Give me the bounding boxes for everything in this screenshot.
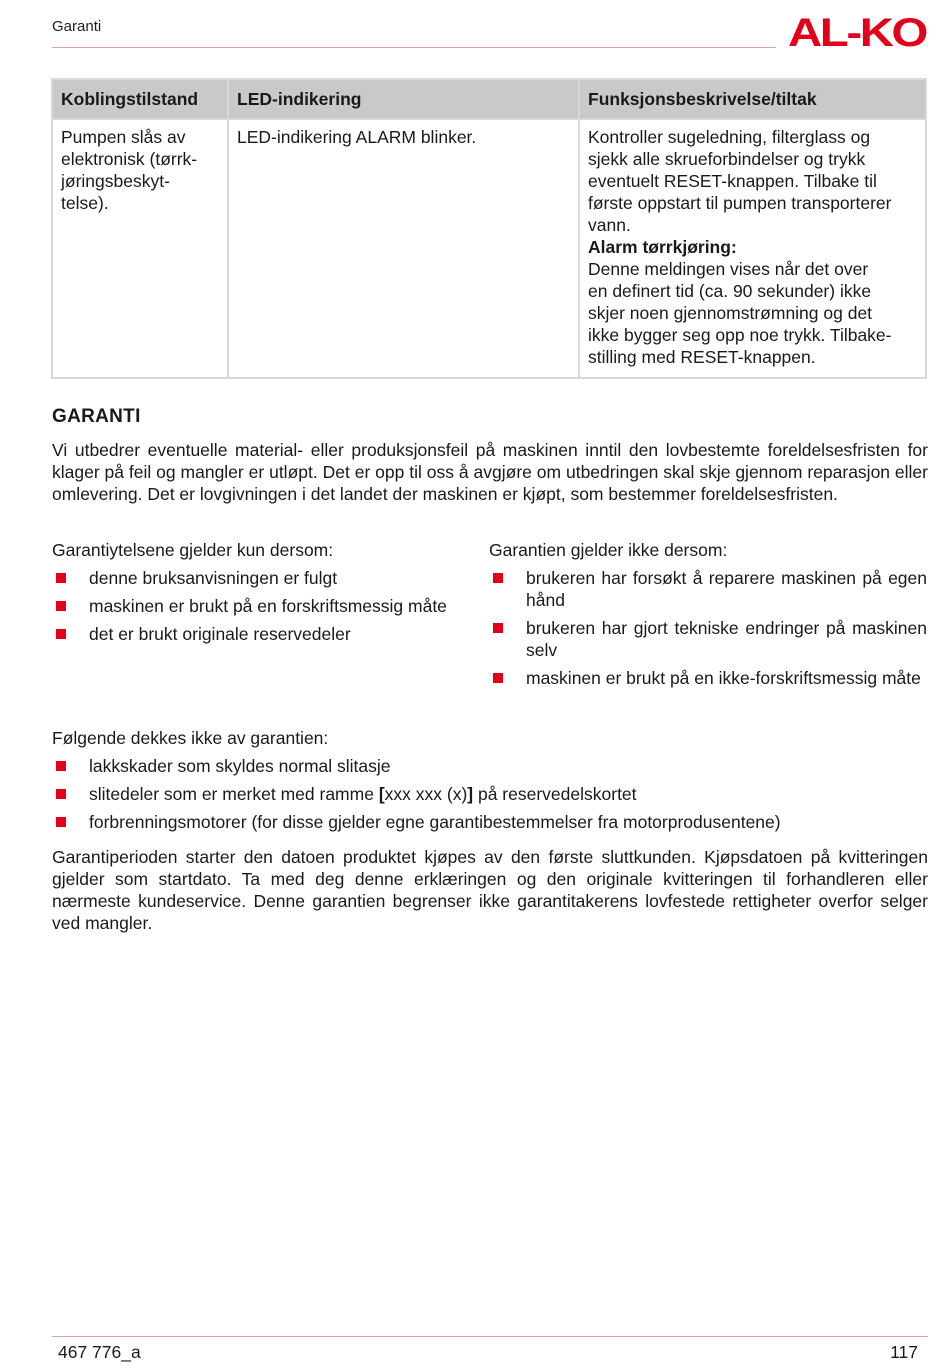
invalid-conditions (489, 539, 927, 695)
valid-conditions (52, 539, 484, 651)
excluded-intro: Følgende dekkes ikke av garantien: (52, 728, 329, 748)
warranty-closing: Garantiperioden starter den datoen produktet kjøpes av den første sluttkunden. Kjøpsdatoen på kvitteringen gjelder som startdato. Ta med deg denne erklæringen og den originale kvitteringen til forhandleren eller nærmeste kundeservice. Denne garantien begrenser ikke garantitakerens lovfestede rettigheter overfor selger ved mangler. (52, 847, 928, 933)
cell-line: Pumpen slås av (61, 127, 186, 147)
list-item (52, 755, 928, 777)
bullet-square-icon (56, 629, 66, 639)
list-item (52, 595, 484, 617)
bullet-square-icon (56, 573, 66, 583)
bullet-square-icon (56, 761, 66, 771)
table-row (52, 119, 926, 378)
table-header-cell: LED-indikering (228, 79, 579, 119)
valid-intro: Garantiytelsene gjelder kun dersom: (52, 540, 334, 560)
cell-line: første oppstart til pumpen transporterer (588, 193, 892, 213)
table-header-row (52, 79, 926, 119)
cell-line: Denne meldingen vises når det over (588, 259, 869, 279)
list-item-text: forbrenningsmotorer (for disse gjelder egne garantibestemmelser fra motorprodusentene) (89, 812, 781, 832)
excluded-items (52, 727, 928, 839)
bullet-square-icon (56, 601, 66, 611)
cell-line: ikke bygger seg opp noe trykk. Tilbake- (588, 325, 892, 345)
state-cell (52, 119, 228, 378)
bracket-close: ] (467, 784, 474, 804)
led-cell: LED-indikering ALARM blinker. (228, 119, 579, 378)
cell-line: skjer noen gjennomstrømning og det (588, 303, 873, 323)
invalid-intro: Garantien gjelder ikke dersom: (489, 540, 728, 560)
cell-line: vann. (588, 215, 631, 235)
list-item (489, 617, 927, 661)
list-item-text (89, 784, 637, 804)
header-section-label: Garanti (52, 18, 102, 35)
table-header-cell: Koblingstilstand (52, 79, 228, 119)
cell-line: telse). (61, 193, 109, 213)
bullet-square-icon (493, 623, 503, 633)
header-divider (52, 47, 776, 48)
footer-divider (52, 1336, 928, 1337)
cell-line: elektronisk (tørrk- (61, 149, 198, 169)
bracket-open: [ (378, 784, 385, 804)
text-segment: slitedeler som er merket med ramme (89, 784, 379, 804)
table-header-cell: Funksjonsbeskrivelse/tiltak (579, 79, 926, 119)
cell-line: en definert tid (ca. 90 sekunder) ikke (588, 281, 872, 301)
list-item (52, 783, 928, 805)
list-item-text: maskinen er brukt på en forskriftsmessig måte (89, 596, 447, 616)
description-cell (579, 119, 926, 378)
text-segment: på reservedelskortet (473, 784, 637, 804)
part-code: xxx xxx (x) (384, 784, 468, 804)
document-number: 467 776_a (58, 1342, 141, 1362)
logo-text: AL-KO (788, 13, 928, 51)
list-item-text: brukeren har forsøkt å reparere maskinen på egen hånd (526, 568, 927, 610)
list-item-text: denne bruksanvisningen er fulgt (89, 568, 338, 588)
bullet-square-icon (56, 817, 66, 827)
cell-line: sjekk alle skrueforbindelser og trykk (588, 149, 866, 169)
list-item-text: maskinen er brukt på en ikke-forskriftsmessig måte (526, 668, 921, 688)
cell-line: stilling med RESET-knappen. (588, 347, 816, 367)
alarm-title: Alarm tørrkjøring: (588, 237, 737, 257)
cell-line: Kontroller sugeledning, filterglass og (588, 127, 871, 147)
warranty-intro: Vi utbedrer eventuelle material- eller produksjonsfeil på maskinen inntil den lovbestemte foreldelsesfristen for klager på feil og mangler er utløpt. Det er opp til oss å avgjøre om utbedringen skal skje gjennom reparasjon eller omlevering. Det er lovgivningen i det landet der maskinen er kjøpt, som bestemmer foreldelsesfristen. (52, 440, 928, 504)
list-item-text: brukeren har gjort tekniske endringer på maskinen selv (526, 618, 927, 660)
bullet-square-icon (493, 673, 503, 683)
list-item (52, 567, 484, 589)
cell-line: jøringsbeskyt- (61, 171, 170, 191)
list-item (489, 567, 927, 611)
cell-line: eventuelt RESET-knappen. Tilbake til (588, 171, 877, 191)
bullet-square-icon (493, 573, 503, 583)
list-item (52, 811, 928, 833)
list-item-text: lakkskader som skyldes normal slitasje (89, 756, 391, 776)
page-number: 117 (890, 1342, 918, 1362)
list-item (52, 623, 484, 645)
section-title: GARANTI (52, 406, 141, 427)
bullet-square-icon (56, 789, 66, 799)
fault-table (51, 78, 927, 379)
al-ko-logo (788, 13, 928, 51)
list-item-text: det er brukt originale reservedeler (89, 624, 351, 644)
list-item (489, 667, 927, 689)
